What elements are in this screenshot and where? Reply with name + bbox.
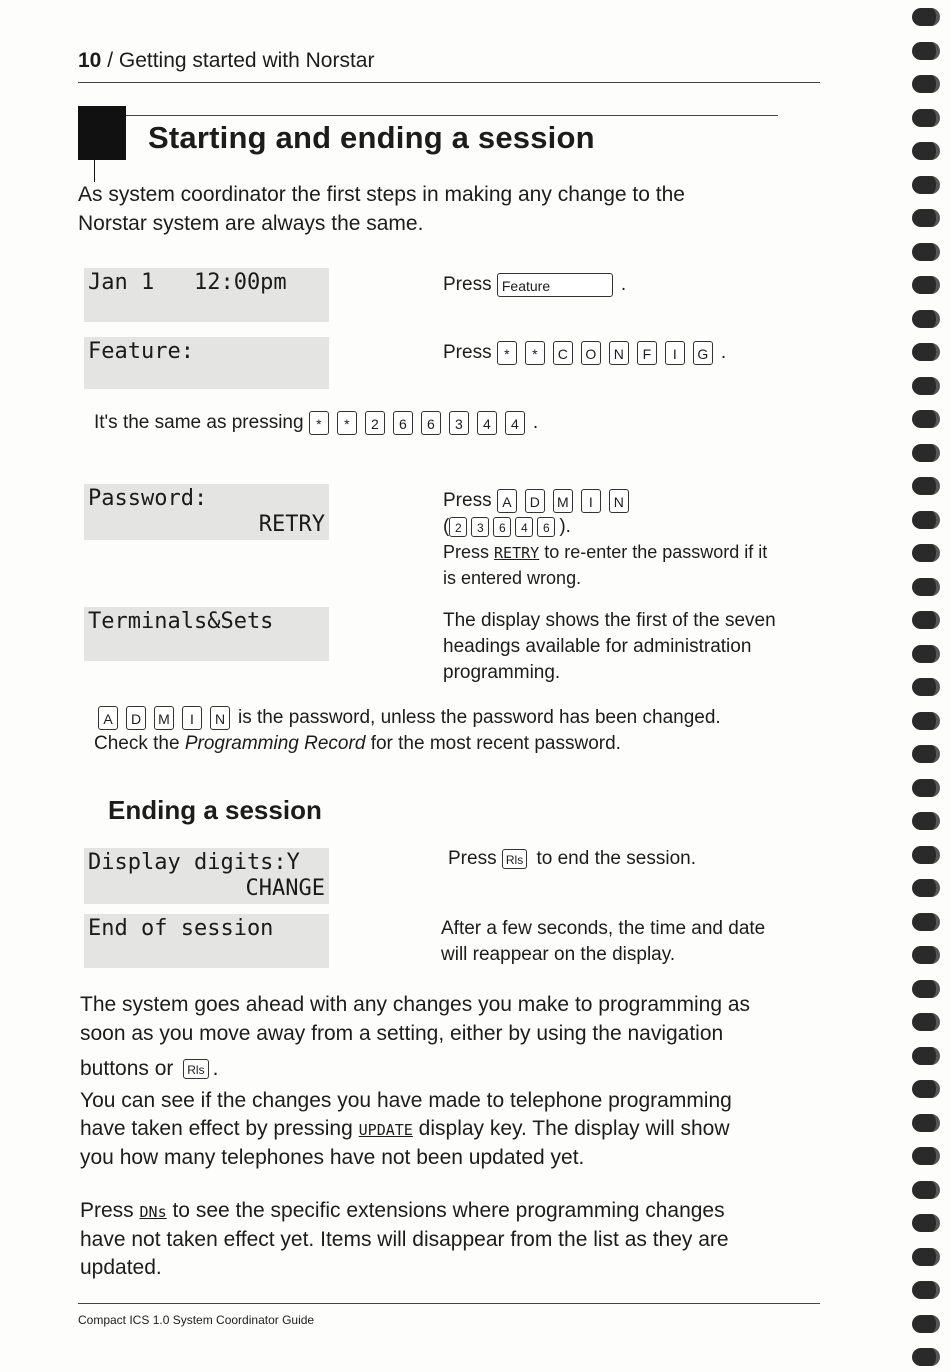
binding-ring — [912, 1147, 940, 1165]
binding-ring — [912, 42, 940, 60]
keypad-key[interactable]: * — [525, 341, 545, 365]
binding-ring — [912, 410, 940, 428]
binding-ring — [912, 812, 940, 830]
keypad-key[interactable]: O — [581, 341, 601, 365]
binding-ring — [912, 343, 940, 361]
running-title: / Getting started with Norstar — [101, 49, 375, 72]
keypad-key[interactable]: G — [693, 341, 713, 365]
binding-ring — [912, 980, 940, 998]
binding-ring — [912, 1281, 940, 1299]
binding-ring — [912, 1315, 940, 1333]
keypad-key[interactable]: 2 — [449, 517, 467, 537]
retry-key[interactable]: RETRY — [494, 544, 540, 562]
binding-ring — [912, 377, 940, 395]
instruction-end-2: After a few seconds, the time and date will reappear on the display. — [441, 918, 766, 965]
section-title: Starting and ending a session — [148, 120, 595, 155]
binding-ring — [912, 8, 940, 26]
binding-ring — [912, 712, 940, 730]
keypad-key[interactable]: N — [609, 489, 629, 513]
display-end-1: Display digits:Y CHANGE — [84, 848, 329, 904]
binding-ring — [912, 544, 940, 562]
keypad-key[interactable]: I — [665, 341, 685, 365]
binding-ring — [912, 645, 940, 663]
binding-ring — [912, 946, 940, 964]
binding-ring — [912, 1013, 940, 1031]
dns-key[interactable]: DNs — [139, 1203, 167, 1221]
binding-ring — [912, 75, 940, 93]
keypad-key[interactable]: 3 — [449, 411, 469, 435]
update-key[interactable]: UPDATE — [358, 1121, 413, 1139]
keypad-key[interactable]: 6 — [537, 517, 555, 537]
binding-ring — [912, 678, 940, 696]
footer-text: Compact ICS 1.0 System Coordinator Guide — [78, 1313, 315, 1327]
binding-ring — [912, 1348, 940, 1366]
binding-ring — [912, 611, 940, 629]
binding-ring — [912, 846, 940, 864]
keypad-key[interactable]: F — [637, 341, 657, 365]
section-rule — [126, 115, 778, 116]
keypad-key[interactable]: * — [337, 411, 357, 435]
keypad-key[interactable]: N — [609, 341, 629, 365]
display-step-4: Terminals&Sets — [84, 607, 329, 661]
keypad-key[interactable]: I — [182, 706, 202, 730]
binding-ring — [912, 1080, 940, 1098]
binding-ring — [912, 779, 940, 797]
section-marker — [78, 106, 126, 160]
password-key-sequence — [98, 707, 238, 728]
binding-ring — [912, 209, 940, 227]
binding-ring — [912, 109, 940, 127]
paragraph-update: You can see if the changes you have made to telephone programming have taken effect by pressing UPDATE display key. The display will show you how many telephones have not been updated yet. — [80, 1089, 732, 1169]
keypad-key[interactable]: A — [98, 706, 118, 730]
keypad-key[interactable]: 2 — [365, 411, 385, 435]
binding-ring — [912, 745, 940, 763]
subsection-title: Ending a session — [108, 795, 322, 825]
config-key-sequence — [497, 342, 721, 363]
keypad-key[interactable]: * — [497, 341, 517, 365]
keypad-key[interactable]: 6 — [393, 411, 413, 435]
binding-ring — [912, 176, 940, 194]
keypad-key[interactable]: D — [126, 706, 146, 730]
release-key[interactable]: Rls — [502, 849, 527, 869]
same-as-note: It's the same as pressing * * 2 6 6 3 4 4 . — [94, 412, 539, 433]
footer-rule — [78, 1303, 820, 1304]
instruction-end-1: Press Rls to end the session. — [448, 848, 696, 869]
display-step-1: Jan 1 12:00pm — [84, 268, 329, 322]
binding-ring — [912, 276, 940, 294]
binding-ring — [912, 578, 940, 596]
section-marker-tick — [94, 160, 95, 182]
keypad-key[interactable]: 4 — [515, 517, 533, 537]
binding-ring — [912, 477, 940, 495]
release-key-inline[interactable]: Rls — [183, 1059, 208, 1079]
instruction-step-4: The display shows the first of the seven headings available for administration programming. — [443, 610, 776, 683]
paragraph-dns: Press DNs to see the specific extensions where programming changes have not taken effect yet. Items will disappear from the list as they are updated. — [80, 1199, 729, 1279]
binding-ring — [912, 1248, 940, 1266]
keypad-key[interactable]: 3 — [471, 517, 489, 537]
instruction-step-1: Press Feature . — [443, 274, 627, 295]
keypad-key[interactable]: C — [553, 341, 573, 365]
binding-ring — [912, 1214, 940, 1232]
binding-ring — [912, 310, 940, 328]
admin-key-sequence — [497, 490, 637, 511]
binding-ring — [912, 511, 940, 529]
keypad-key[interactable]: 4 — [505, 411, 525, 435]
page-number: 10 — [78, 49, 102, 72]
display-end-2: End of session — [84, 914, 329, 968]
binding-ring — [912, 1114, 940, 1132]
binding-ring — [912, 444, 940, 462]
header-rule — [78, 82, 820, 83]
instruction-step-3: Press A D M I N ( 2 3 6 4 6 ). Press RETRY to re-enter the password if it is entered wrong. — [443, 490, 768, 588]
paragraph-changes: The system goes ahead with any changes you make to programming as soon as you move away from a setting, either by using the navigation buttons or Rls . — [80, 993, 751, 1080]
password-note: A D M I N is the password, unless the password has been changed. Check the Programming Record for the most recent password. — [94, 707, 721, 754]
keypad-key[interactable]: 6 — [421, 411, 441, 435]
numeric-key-sequence — [309, 412, 533, 433]
binding-ring — [912, 1181, 940, 1199]
binding-ring — [912, 142, 940, 160]
keypad-key[interactable]: * — [309, 411, 329, 435]
feature-key[interactable]: Feature — [497, 273, 613, 297]
binding-ring — [912, 243, 940, 261]
binding-ring — [912, 913, 940, 931]
page-header — [78, 49, 374, 73]
keypad-key[interactable]: I — [581, 489, 601, 513]
keypad-key[interactable]: 6 — [493, 517, 511, 537]
keypad-key[interactable]: A — [497, 489, 517, 513]
instruction-step-2: Press * * C O N F I G . — [443, 342, 727, 363]
keypad-key[interactable]: D — [525, 489, 545, 513]
keypad-key[interactable]: M — [154, 706, 174, 730]
admin-numeric-keys — [449, 516, 559, 537]
display-step-3: Password: RETRY — [84, 484, 329, 540]
keypad-key[interactable]: 4 — [477, 411, 497, 435]
keypad-key[interactable]: M — [553, 489, 573, 513]
display-step-2: Feature: — [84, 337, 329, 389]
binding-ring — [912, 879, 940, 897]
binding-ring — [912, 1047, 940, 1065]
keypad-key[interactable]: N — [210, 706, 230, 730]
intro-text: As system coordinator the first steps in making any change to the Norstar system are always the same. — [78, 183, 685, 235]
